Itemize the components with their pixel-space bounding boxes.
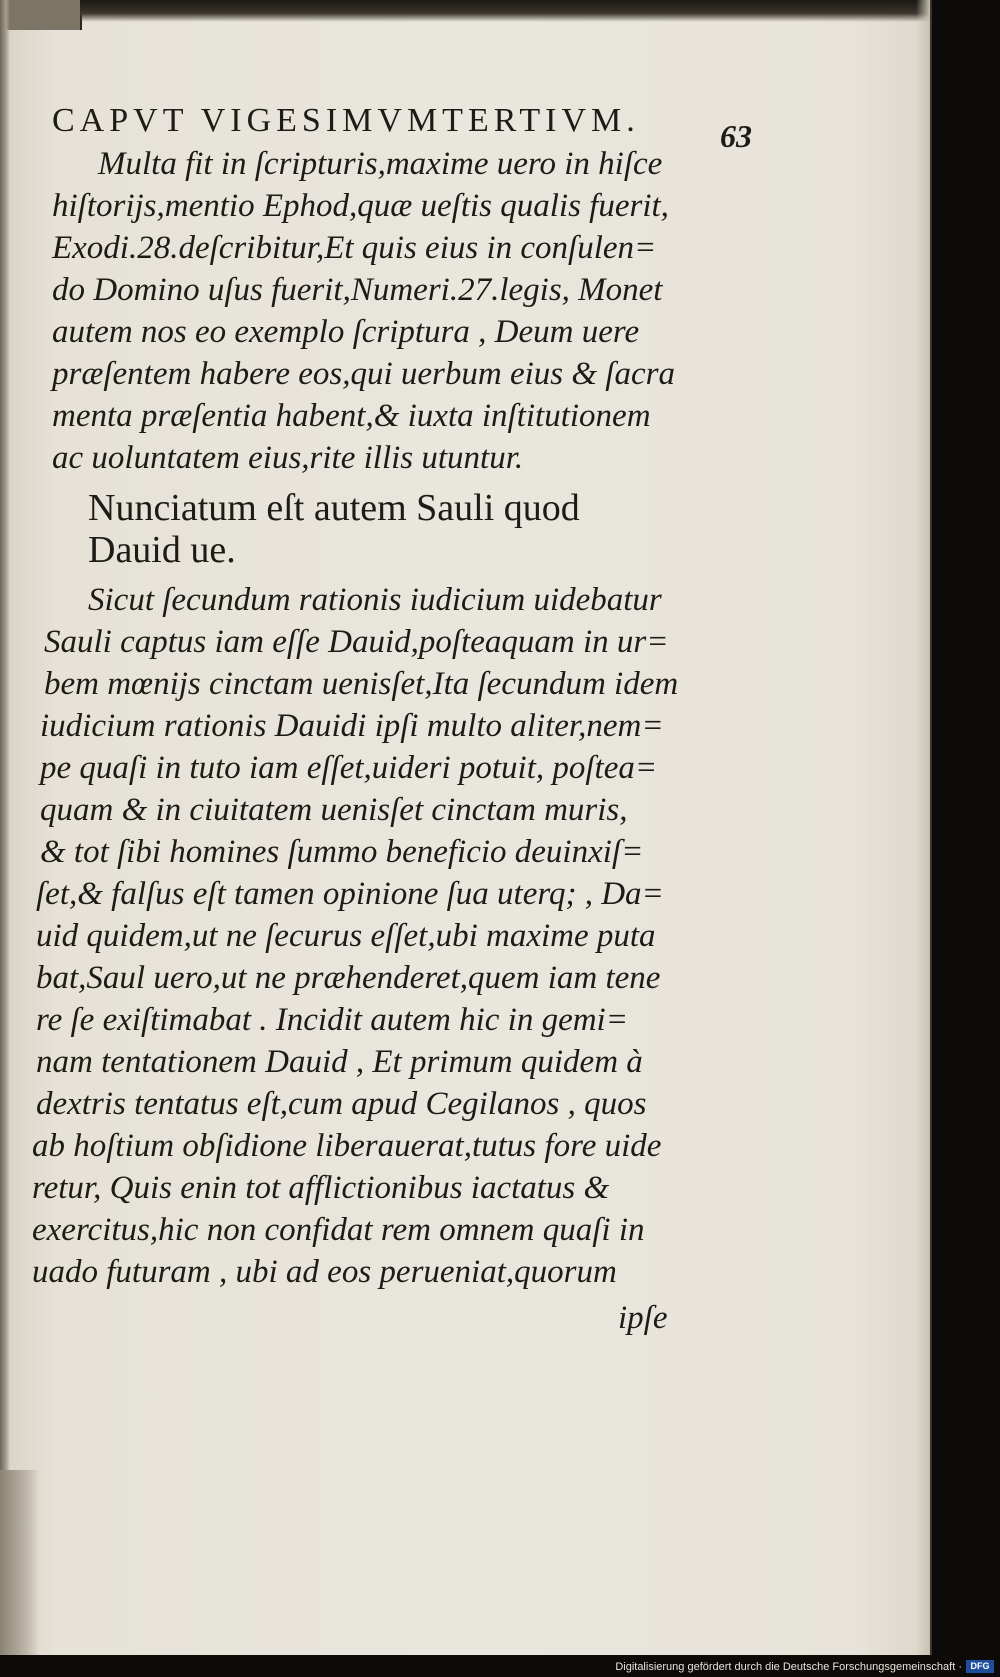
dfg-logo: DFG bbox=[966, 1660, 994, 1673]
text-line: menta præſentia habent,& iuxta inſtitutionem bbox=[52, 398, 651, 434]
text-line: re ſe exiſtimabat . Incidit autem hic in gemi= bbox=[36, 1002, 628, 1038]
text-line: dextris tentatus eſt,cum apud Cegilanos , quos bbox=[36, 1086, 647, 1122]
text-line: & tot ſibi homines ſummo beneficio deuinxiſ= bbox=[40, 834, 644, 870]
text-line: pe quaſi in tuto iam eſſet,uideri potuit, poſtea= bbox=[40, 750, 658, 786]
text-line: præſentem habere eos,qui uerbum eius & ſacra bbox=[52, 356, 675, 392]
text-line: Sicut ſecundum rationis iudicium uidebatur bbox=[88, 582, 662, 618]
text-line: ac uoluntatem eius,rite illis utuntur. bbox=[52, 440, 524, 476]
text-line: exercitus,hic non confidat rem omnem quaſi in bbox=[32, 1212, 645, 1248]
text-line: autem nos eo exemplo ſcriptura , Deum uere bbox=[52, 314, 640, 350]
text-line: hiſtorijs,mentio Ephod,quæ ueſtis qualis fuerit, bbox=[52, 188, 669, 224]
bottom-corner-stain bbox=[0, 1470, 40, 1655]
text-line: ab hoſtium obſidione liberauerat,tutus fore uide bbox=[32, 1128, 662, 1164]
text-line: uid quidem,ut ne ſecurus eſſet,ubi maxime puta bbox=[36, 918, 656, 954]
text-line: retur, Quis enin tot afflictionibus iactatus & bbox=[32, 1170, 610, 1206]
text-line: bem mœnijs cinctam uenisſet,Ita ſecundum idem bbox=[44, 666, 679, 702]
text-line: quam & in ciuitatem uenisſet cinctam muris, bbox=[40, 792, 628, 828]
lemma-line: Nunciatum eſt autem Sauli quod bbox=[88, 487, 580, 529]
top-edge-shadow bbox=[80, 0, 930, 22]
text-line: Multa fit in ſcripturis,maxime uero in hiſce bbox=[98, 146, 663, 182]
text-line: uado futuram , ubi ad eos perueniat,quorum bbox=[32, 1254, 617, 1290]
text-line: Exodi.28.deſcribitur,Et quis eius in conſulen= bbox=[52, 230, 657, 266]
running-title: CAPVT VIGESIMVMTERTIVM. bbox=[52, 102, 640, 139]
lemma-line: Dauid ue. bbox=[88, 529, 236, 571]
text-line: iudicium rationis Dauidi ipſi multo aliter,nem= bbox=[40, 708, 664, 744]
page-tab-shadow bbox=[0, 0, 82, 30]
text-line: ſet,& falſus eſt tamen opinione ſua uterq; , Da= bbox=[36, 876, 664, 912]
digitization-credit: Digitalisierung gefördert durch die Deutsche Forschungsgemeinschaft · bbox=[615, 1661, 962, 1673]
text-line: do Domino uſus fuerit,Numeri.27.legis, Monet bbox=[52, 272, 663, 308]
spine-shadow bbox=[0, 0, 10, 1655]
text-line: nam tentationem Dauid , Et primum quidem à bbox=[36, 1044, 643, 1080]
text-line: Sauli captus iam eſſe Dauid,poſteaquam in ur= bbox=[44, 624, 669, 660]
catchword: ipſe bbox=[618, 1300, 668, 1336]
text-line: bat,Saul uero,ut ne præhenderet,quem iam tene bbox=[36, 960, 661, 996]
page-number: 63 bbox=[720, 118, 752, 154]
right-edge-stain bbox=[916, 0, 930, 1655]
